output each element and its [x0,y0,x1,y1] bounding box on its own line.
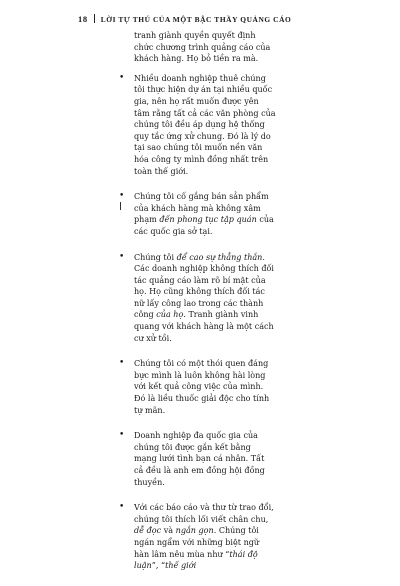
bullet-icon: • [119,358,125,369]
bullet-item [119,502,276,572]
italic-text: để cao sự thẳng thắn [176,252,263,262]
text-run: . Chúng tôi ngán ngẩm với những biệt ngữ hàn lâm nêu mùa như “ [134,526,260,559]
text-run: Chúng tôi [134,252,177,262]
bullet-item [119,251,276,345]
bullet-icon: • [119,251,125,262]
italic-text: thế giới [165,561,197,571]
text-run: Chúng tôi có một thói quen đáng bực mình là luôn không hài lòng với kết quả công việc của mình. Đó là liều thuốc giải độc cho tính tự mãn. [134,359,270,415]
bullet-text [134,502,276,572]
text-run: . Tranh giành vinh quang với khách hàng là một cách cư xử tồi. [134,310,274,343]
bullet-text [134,358,276,416]
text-run: Với các báo cáo và thư từ trao đổi, chúng tôi thích lối viết chân chu, [134,503,274,524]
italic-text: đến phong tục tập quán [159,215,257,225]
bullet-item [119,430,276,488]
bullet-item [119,191,276,237]
page-body [119,30,276,586]
bullet-item [119,358,276,416]
italic-text: dễ đọc [134,526,162,536]
text-run: Nhiều doanh nghiệp thuê chúng tôi thực hiện dự án tại nhiều quốc gia, nên họ rất muốn được yên tâm rằng tất cả các văn phòng của chúng tôi đều áp dụng hệ thống quy tắc ứng xử chung. Đó là lý do tại sao chúng tôi muốn nền văn hóa công ty mình đồng nhất trên toàn thế giới. [134,73,276,176]
text-run: của các quốc gia sở tại. [134,215,274,236]
running-header [78,14,378,28]
page-number: 18 [78,14,88,24]
bullet-icon: • [119,430,125,441]
bullet-icon: • [119,502,125,513]
bullet-list [119,72,276,572]
bullet-icon: • [119,191,125,202]
bullet-icon: • [119,72,125,83]
running-title: LỜI TỰ THÚ CỦA MỘT BẬC THẦY QUẢNG CÁO [100,15,292,24]
bullet-text [134,252,276,345]
italic-text: ngắn gọn [175,526,214,536]
intro-paragraph: tranh giành quyền quyết định chức chương trình quảng cáo của khách hàng. Họ bỏ tiền ra mà. [134,31,271,64]
bullet-item [119,72,276,177]
text-run: Chúng tôi cố gắng bán sản phẩm của khách hàng mà không xâm phạm [134,192,269,225]
text-run: . Các doanh nghiệp không thích đối tác quảng cáo làm rõ bí mật của họ. Họ cũng không thích đối tác nữ lấy công lao trong các thành công [134,252,274,320]
bullet-text [134,73,276,177]
text-run: Doanh nghiệp đa quốc gia của chúng tôi được gắn kết bằng mạng lưới tình bạn cá nhân. Tất cả đều là anh em đồng hội đồng thuyền. [134,431,265,487]
bullet-text [134,430,276,488]
header-divider [94,14,95,23]
italic-text: của họ [156,310,184,320]
italic-text: thái độ luận [134,549,258,571]
bullet-text [134,191,276,237]
margin-mark [120,202,121,210]
text-run: ”, “ [151,561,166,571]
text-run: và [161,526,176,536]
